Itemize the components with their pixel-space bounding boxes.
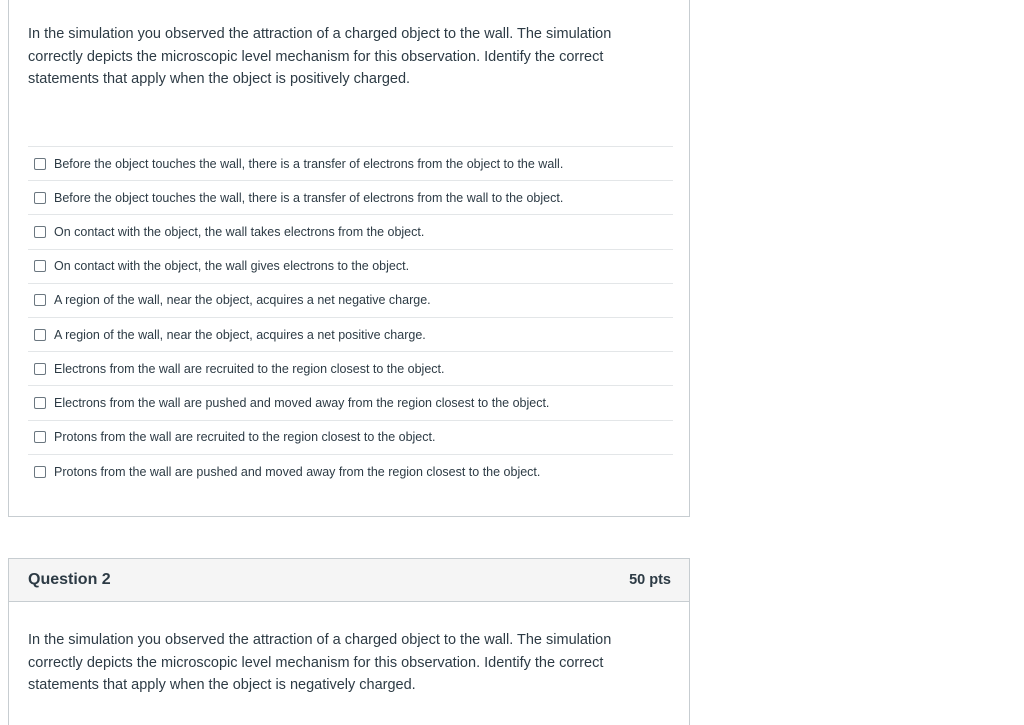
answer-option[interactable] xyxy=(28,250,673,284)
question-2-header xyxy=(9,559,689,602)
answer-checkbox[interactable] xyxy=(34,192,46,204)
answer-label: Protons from the wall are recruited to the region closest to the object. xyxy=(54,430,436,445)
answer-label: Before the object touches the wall, there is a transfer of electrons from the object to the wall. xyxy=(54,156,564,171)
question-2-card xyxy=(8,558,690,725)
answer-checkbox[interactable] xyxy=(34,466,46,478)
answer-checkbox[interactable] xyxy=(34,158,46,170)
answer-option[interactable] xyxy=(28,215,673,249)
answer-label: On contact with the object, the wall gives electrons to the object. xyxy=(54,259,410,274)
answer-option[interactable] xyxy=(28,318,673,352)
question-1-answers xyxy=(28,146,673,489)
question-2-prompt: In the simulation you observed the attraction of a charged object to the wall. The simulation correctly depicts the microscopic level mechanism for this observation. Identify the correct statements that apply when the object is negatively charged. xyxy=(28,632,612,693)
answer-checkbox[interactable] xyxy=(34,294,46,306)
question-1-card xyxy=(8,0,690,517)
answer-label: Protons from the wall are pushed and moved away from the region closest to the object. xyxy=(54,464,541,479)
answer-checkbox[interactable] xyxy=(34,363,46,375)
answer-option[interactable] xyxy=(28,421,673,455)
question-2-title: Question 2 xyxy=(28,571,111,588)
answer-label: A region of the wall, near the object, acquires a net positive charge. xyxy=(54,327,426,342)
answer-option[interactable] xyxy=(28,284,673,318)
answer-label: On contact with the object, the wall takes electrons from the object. xyxy=(54,224,425,239)
answer-option[interactable] xyxy=(28,386,673,420)
answer-checkbox[interactable] xyxy=(34,226,46,238)
answer-checkbox[interactable] xyxy=(34,329,46,341)
answer-option[interactable] xyxy=(28,455,673,489)
question-1-prompt: In the simulation you observed the attraction of a charged object to the wall. The simulation correctly depicts the microscopic level mechanism for this observation. Identify the correct statements that apply when the object is positively charged. xyxy=(28,26,612,87)
answer-checkbox[interactable] xyxy=(34,260,46,272)
question-2-points: 50 pts xyxy=(629,572,671,588)
answer-option[interactable] xyxy=(28,352,673,386)
answer-option[interactable] xyxy=(28,181,673,215)
answer-label: Electrons from the wall are pushed and moved away from the region closest to the object. xyxy=(54,395,550,410)
answer-label: Before the object touches the wall, there is a transfer of electrons from the wall to the object. xyxy=(54,190,564,205)
answer-label: A region of the wall, near the object, acquires a net negative charge. xyxy=(54,293,431,308)
answer-option[interactable] xyxy=(28,147,673,181)
answer-label: Electrons from the wall are recruited to the region closest to the object. xyxy=(54,361,445,376)
answer-checkbox[interactable] xyxy=(34,431,46,443)
answer-checkbox[interactable] xyxy=(34,397,46,409)
